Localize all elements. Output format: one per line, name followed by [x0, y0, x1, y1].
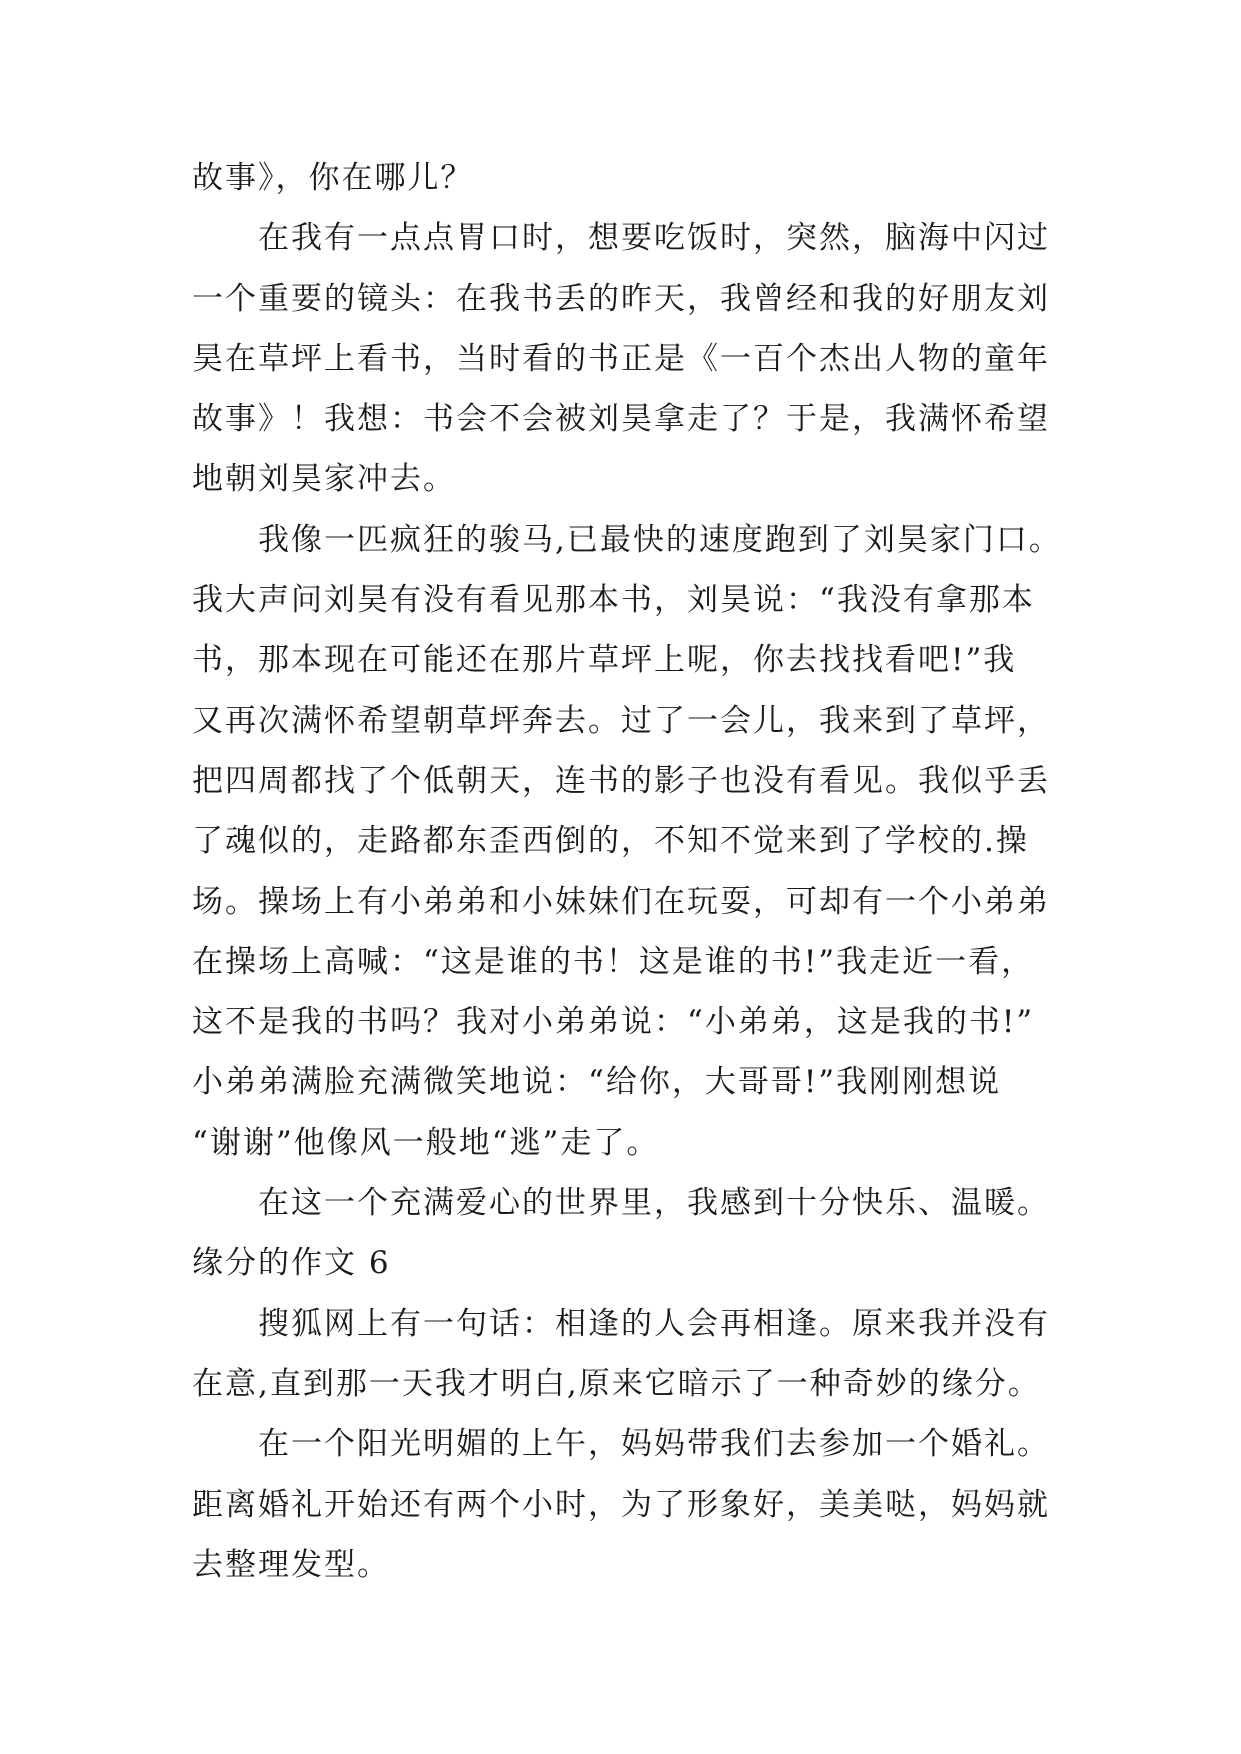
paragraph-first-line: 搜狐网上有一句话：相逢的人会再相逢。原来我并没有	[258, 1305, 1050, 1342]
text-line: 了魂似的，走路都东歪西倒的，不知不觉来到了学校的.操	[192, 823, 1029, 860]
text-line: “谢谢”他像风一般地“逃”走了。	[192, 1124, 660, 1161]
text-line: 故事》！我想：书会不会被刘昊拿走了？于是，我满怀希望	[192, 401, 1050, 438]
text-line: 一个重要的镜头：在我书丢的昨天，我曾经和我的好朋友刘	[192, 280, 1050, 317]
document-body	[192, 148, 1062, 1595]
paragraph-first-line: 我像一匹疯狂的骏马,已最快的速度跑到了刘昊家门口。	[258, 521, 1062, 558]
text-line: 距离婚礼开始还有两个小时，为了形象好，美美哒，妈妈就	[192, 1486, 1050, 1523]
paragraph-first-line: 在我有一点点胃口时，想要吃饭时，突然，脑海中闪过	[258, 220, 1050, 257]
text-line: 场。操场上有小弟弟和小妹妹们在玩耍，可却有一个小弟弟	[192, 883, 1050, 920]
text-line: 我大声问刘昊有没有看见那本书，刘昊说：“我没有拿那本	[192, 582, 1035, 619]
text-line: 去整理发型。	[192, 1546, 390, 1583]
text-line: 在操场上高喊：“这是谁的书！这是谁的书!”我走近一看，	[192, 943, 1035, 980]
text-line: 把四周都找了个低朝天，连书的影子也没有看见。我似乎丢	[192, 762, 1050, 799]
text-line: 在意,直到那一天我才明白,原来它暗示了一种奇妙的缘分。	[192, 1365, 1041, 1402]
paragraph-first-line: 在一个阳光明媚的上午，妈妈带我们去参加一个婚礼。	[258, 1426, 1050, 1463]
text-line: 昊在草坪上看书，当时看的书正是《一百个杰出人物的童年	[192, 340, 1050, 377]
text-line: 书，那本现在可能还在那片草坪上呢，你去找找看吧!”我	[192, 642, 1017, 679]
text-line: 地朝刘昊家冲去。	[192, 461, 456, 498]
paragraph-first-line: 在这一个充满爱心的世界里，我感到十分快乐、温暖。	[258, 1185, 1050, 1222]
text-line: 又再次满怀希望朝草坪奔去。过了一会儿，我来到了草坪，	[192, 702, 1050, 739]
text-line: 小弟弟满脸充满微笑地说：“给你，大哥哥!”我刚刚想说	[192, 1064, 1002, 1101]
text-line: 故事》，你在哪儿？	[192, 160, 474, 196]
text-line: 缘分的作文 6	[192, 1245, 391, 1282]
text-line: 这不是我的书吗？我对小弟弟说：“小弟弟，这是我的书!”	[192, 1004, 1035, 1041]
